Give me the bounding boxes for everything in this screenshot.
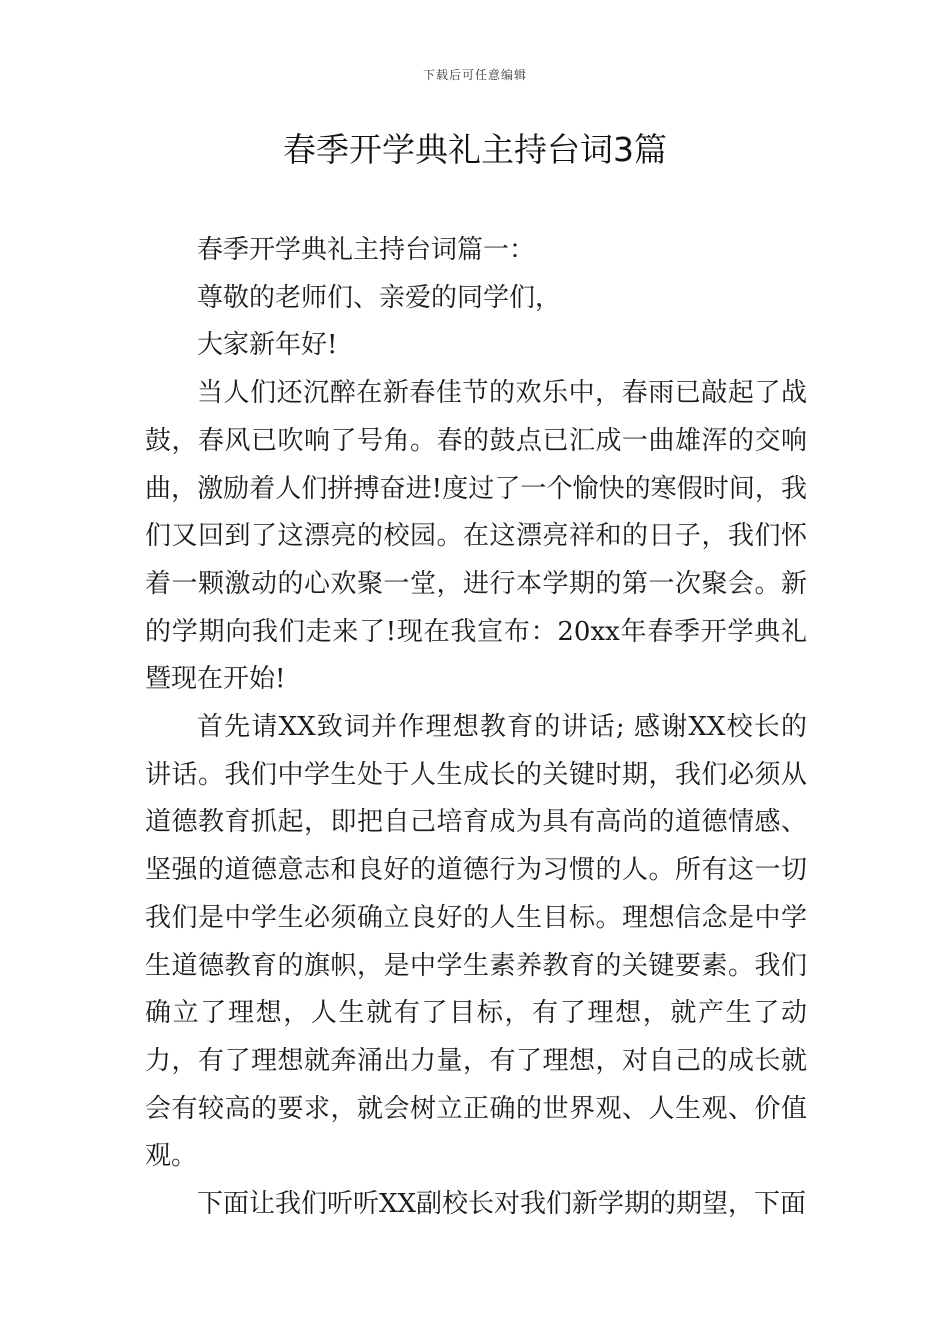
document-body xyxy=(145,227,807,1229)
paragraph-heading: 春季开学典礼主持台词篇一： xyxy=(197,235,536,265)
paragraph-opening: 当人们还沉醉在新春佳节的欢乐中，春雨已敲起了战鼓，春风已吹响了号角。春的鼓点已汇成一曲雄浑的交响曲，激励着人们拼搏奋进!度过了一个愉快的寒假时间，我们又回到了这漂亮的校园。在这漂亮祥和的日子，我们怀着一颗激动的心欢聚一堂，进行本学期的第一次聚会。新的学期向我们走来了!现在我宣布：20xx年春季开学典礼暨现在开始! xyxy=(145,378,807,695)
paragraph-salutation: 尊敬的老师们、亲爱的同学们， xyxy=(197,282,562,313)
paragraph-speech: 首先请XX致词并作理想教育的讲话; 感谢XX校长的讲话。我们中学生处于人生成长的关键时期，我们必须从道德教育抓起，即把自己培育成为具有高尚的道德情感、坚强的道德意志和良好的道德行为习惯的人。所有这一切我们是中学生必须确立良好的人生目标。理想信念是中学生道德教育的旗帜，是中学生素养教育的关键要素。我们确立了理想，人生就有了目标，有了理想，就产生了动力，有了理想就奔涌出力量，有了理想，对自己的成长就会有较高的要求，就会树立正确的世界观、人生观、价值观。 xyxy=(145,712,807,1172)
page-header-note: 下载后可任意编辑 xyxy=(422,68,527,82)
paragraph-next: 下面让我们听听XX副校长对我们新学期的期望，下面 xyxy=(197,1189,807,1220)
paragraph-greeting: 大家新年好! xyxy=(197,330,338,361)
document-title: 春季开学典礼主持台词3篇 xyxy=(283,130,667,169)
